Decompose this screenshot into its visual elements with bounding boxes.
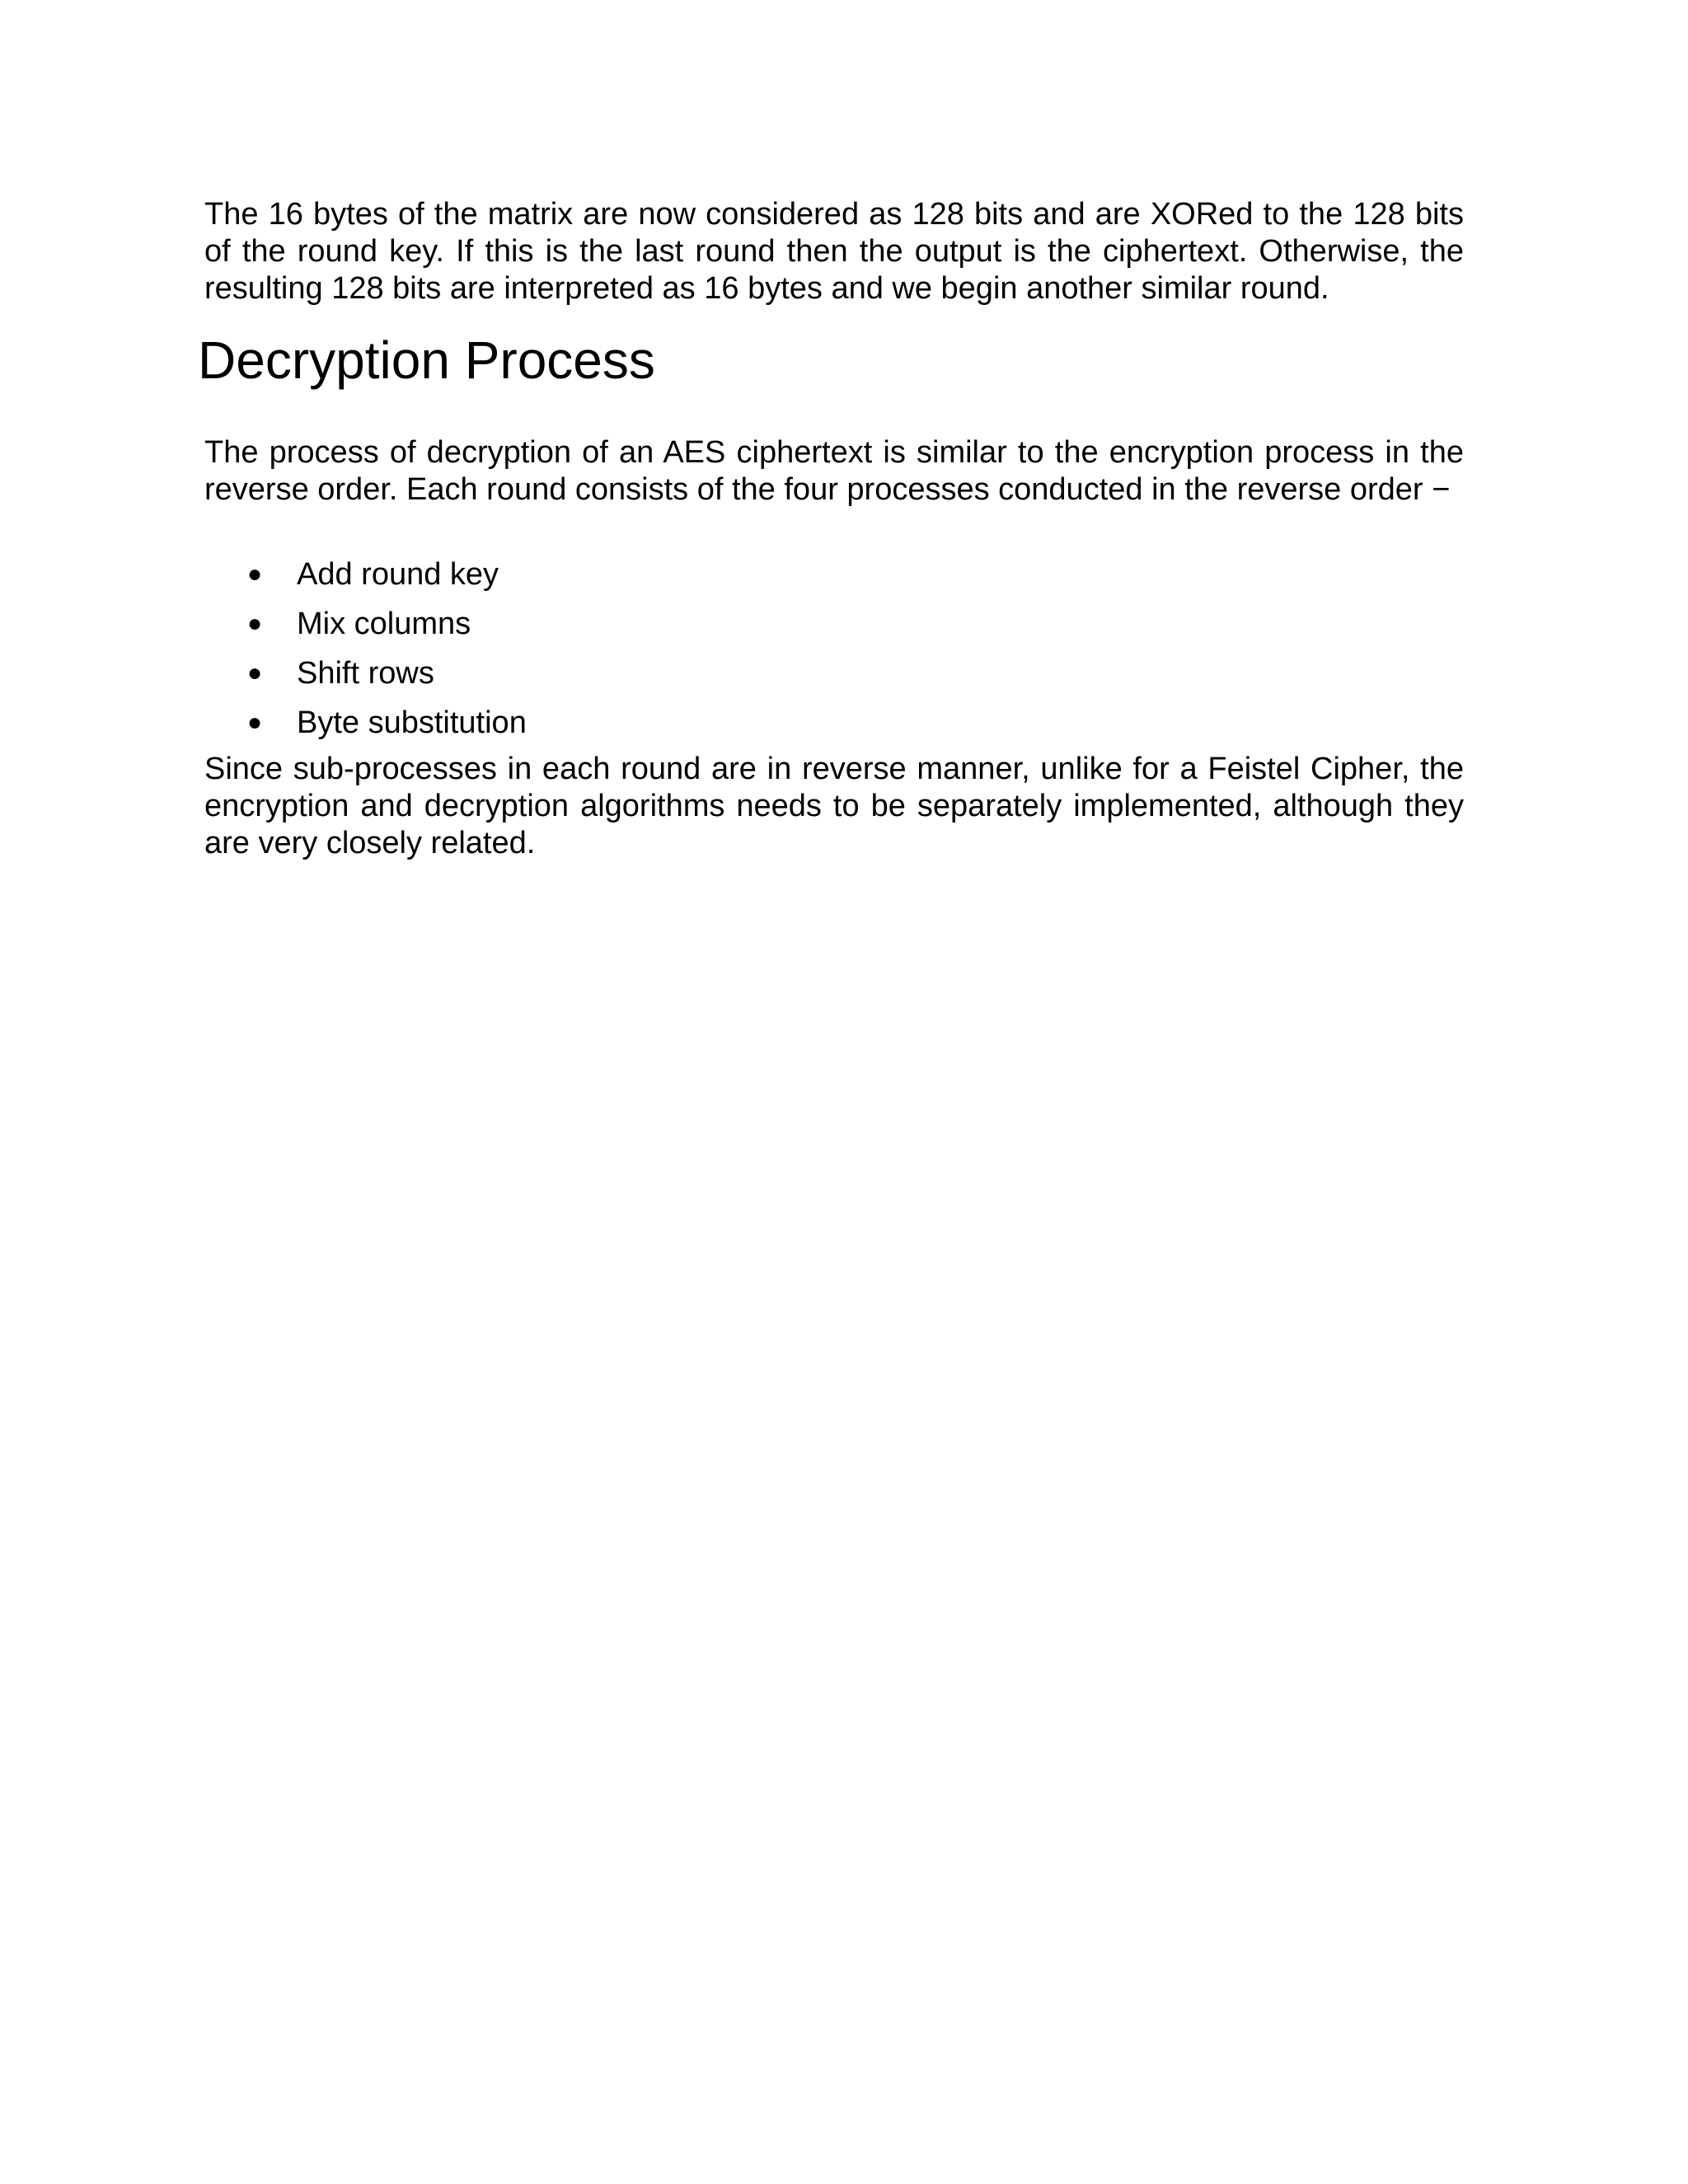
decryption-steps-list xyxy=(204,550,1464,748)
list-item-label: Mix columns xyxy=(297,607,471,641)
paragraph-round-key-xor: The 16 bytes of the matrix are now considered as 128 bits and are XORed to the 128 bits of the round key. If this is the last round then the output is the ciphertext. Otherwise, the resulting 128 bits are interpreted as 16 bytes and we begin another similar round. xyxy=(204,197,1464,306)
bullet-icon: ● xyxy=(247,659,263,687)
list-item xyxy=(204,550,1464,599)
list-item xyxy=(204,698,1464,748)
bullet-icon: ● xyxy=(247,709,263,736)
list-item-label: Shift rows xyxy=(297,656,434,691)
list-item xyxy=(204,649,1464,698)
paragraph-decryption-intro: The process of decryption of an AES ciphertext is similar to the encryption process in the reverse order. Each round consists of the four processes conducted in the reverse order − xyxy=(204,435,1464,507)
page-content xyxy=(198,196,1464,862)
bullet-icon: ● xyxy=(247,610,263,637)
paragraph-closing: Since sub-processes in each round are in reverse manner, unlike for a Feistel Cipher, the encryption and decryption algorithms needs to be separately implemented, although they are very closely related. xyxy=(204,752,1464,860)
list-item-label: Add round key xyxy=(297,557,499,592)
section-heading: Decryption Process xyxy=(198,330,655,390)
list-item-label: Byte substitution xyxy=(297,705,527,740)
list-item xyxy=(204,599,1464,649)
bullet-icon: ● xyxy=(247,560,263,588)
